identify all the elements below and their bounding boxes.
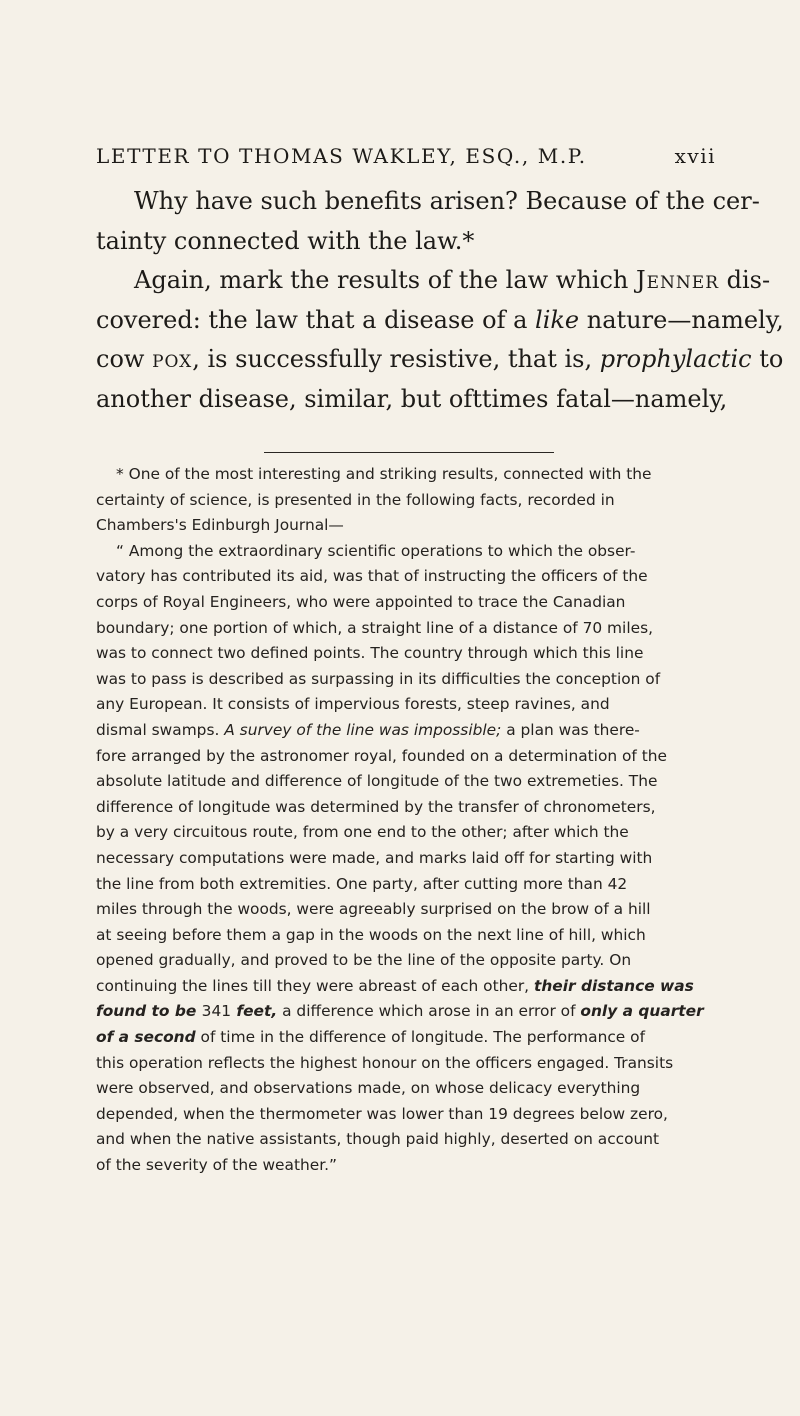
footnote-line-24: this operation reflects the highest honour on the officers engaged. Transits (96, 1053, 674, 1072)
footnote-line-19: at seeing before them a gap in the woods on the next line of hill, which (96, 925, 646, 944)
footnote-line-23-text-b: of time in the difference of longitude. The performance of (195, 1028, 646, 1047)
paragraph-2-line-3-text-a: cow (96, 345, 153, 374)
footnote-line-21 (96, 974, 720, 1000)
footnote-line-7: boundary; one portion of which, a straight line of a distance of 70 miles, (96, 618, 653, 637)
paragraph-2-line-1-text-a: Again, mark the results of the law which (134, 266, 637, 295)
footnote-line-14: difference of longitude was determined by the transfer of chronometers, (96, 797, 656, 816)
paragraph-2-line-3-text-c: to (751, 345, 784, 374)
distance-emphasis: their distance was (533, 976, 694, 995)
footnote-line-22-text-d: a difference which arose in an error of (277, 1002, 581, 1021)
footnote-line-23 (96, 1025, 720, 1051)
footnote-line-11 (96, 718, 720, 744)
footnote-line-9: was to pass is described as surpassing in its difficulties the conception of (96, 669, 661, 688)
footnote-line-17: the line from both extremities. One party, after cutting more than 42 (96, 874, 628, 893)
found-to-be-emphasis: found to be (96, 1002, 202, 1021)
paragraph-2-line-3 (96, 340, 784, 380)
footnote-line-8: was to connect two defined points. The country through which this line (96, 644, 644, 663)
footnote-line-2: certainty of science, is presented in the following facts, recorded in (96, 490, 615, 509)
footnote-line-6: corps of Royal Engineers, who were appointed to trace the Canadian (96, 592, 626, 611)
feet-emphasis: feet, (231, 1002, 278, 1021)
feet-number: 341 (201, 1002, 232, 1021)
quarter-emphasis: only a quarter (580, 1002, 704, 1021)
footnote-line-15: by a very circuitous route, from one end to the other; after which the (96, 823, 629, 842)
footnote-line-21-text-a: continuing the lines till they were abreast of each other, (96, 976, 534, 995)
paragraph-2-line-2 (96, 301, 784, 341)
running-header (96, 144, 716, 174)
footnote-rule (264, 452, 554, 453)
footnote-line-11-text-c: a plan was there- (501, 720, 640, 739)
footnote-line-16: necessary computations were made, and marks laid off for starting with (96, 848, 653, 867)
footnote-line-11-text-a: dismal swamps. (96, 720, 225, 739)
footnote-line-25: were observed, and observations made, on whose delicacy everything (96, 1079, 641, 1098)
prophylactic-emphasis: prophylactic (599, 345, 752, 374)
footnote-line-13: absolute latitude and difference of longitude of the two extremeties. The (96, 772, 658, 791)
paragraph-2-line-4: another disease, similar, but ofttimes fatal—namely, (96, 384, 728, 413)
survey-emphasis: A survey of the line was impossible; (224, 720, 502, 739)
footnote-line-4: “ Among the extraordinary scientific operations to which the obser- (116, 541, 636, 560)
running-title: LETTER TO THOMAS WAKLEY, ESQ., M.P. (96, 144, 587, 168)
paragraph-1-line-2: tainty connected with the law.* (96, 226, 475, 255)
page-number: xvii (674, 144, 716, 168)
paragraph-2-line-2-text-a: covered: the law that a disease of a (96, 305, 536, 334)
paragraph-2-line-3-text-b: , is successfully resistive, that is, (192, 345, 600, 374)
paragraph-1-line-1: Why have such benefits arisen? Because of the cer- (134, 187, 760, 215)
footnote-line-26: depended, when the thermometer was lower than 19 degrees below zero, (96, 1104, 668, 1123)
footnote-line-18: miles through the woods, were agreeably surprised on the brow of a hill (96, 900, 651, 919)
footnote-line-12: fore arranged by the astronomer royal, founded on a determination of the (96, 746, 667, 765)
footnote-line-28: of the severity of the weather.” (96, 1156, 337, 1175)
jenner-name: Jenner (636, 266, 720, 295)
like-emphasis: like (535, 305, 580, 334)
footnote-line-22 (96, 999, 720, 1025)
paragraph-2-line-1-text-b: dis- (719, 266, 771, 295)
footnote (96, 462, 720, 1179)
footnote-line-5: vatory has contributed its aid, was that of instructing the officers of the (96, 567, 648, 586)
main-text (96, 182, 784, 420)
footnote-line-3: Chambers's Edinburgh Journal— (96, 516, 344, 535)
footnote-line-20: opened gradually, and proved to be the line of the opposite party. On (96, 951, 632, 970)
second-emphasis: of a second (96, 1028, 196, 1047)
footnote-line-1: * One of the most interesting and striking results, connected with the (116, 465, 652, 483)
paragraph-2-line-1 (96, 261, 771, 301)
footnote-line-27: and when the native assistants, though paid highly, deserted on account (96, 1130, 660, 1149)
pox-small-caps: pox (152, 345, 193, 374)
paragraph-2-line-2-text-b: nature—namely, (579, 305, 784, 334)
footnote-line-10: any European. It consists of impervious forests, steep ravines, and (96, 695, 610, 714)
